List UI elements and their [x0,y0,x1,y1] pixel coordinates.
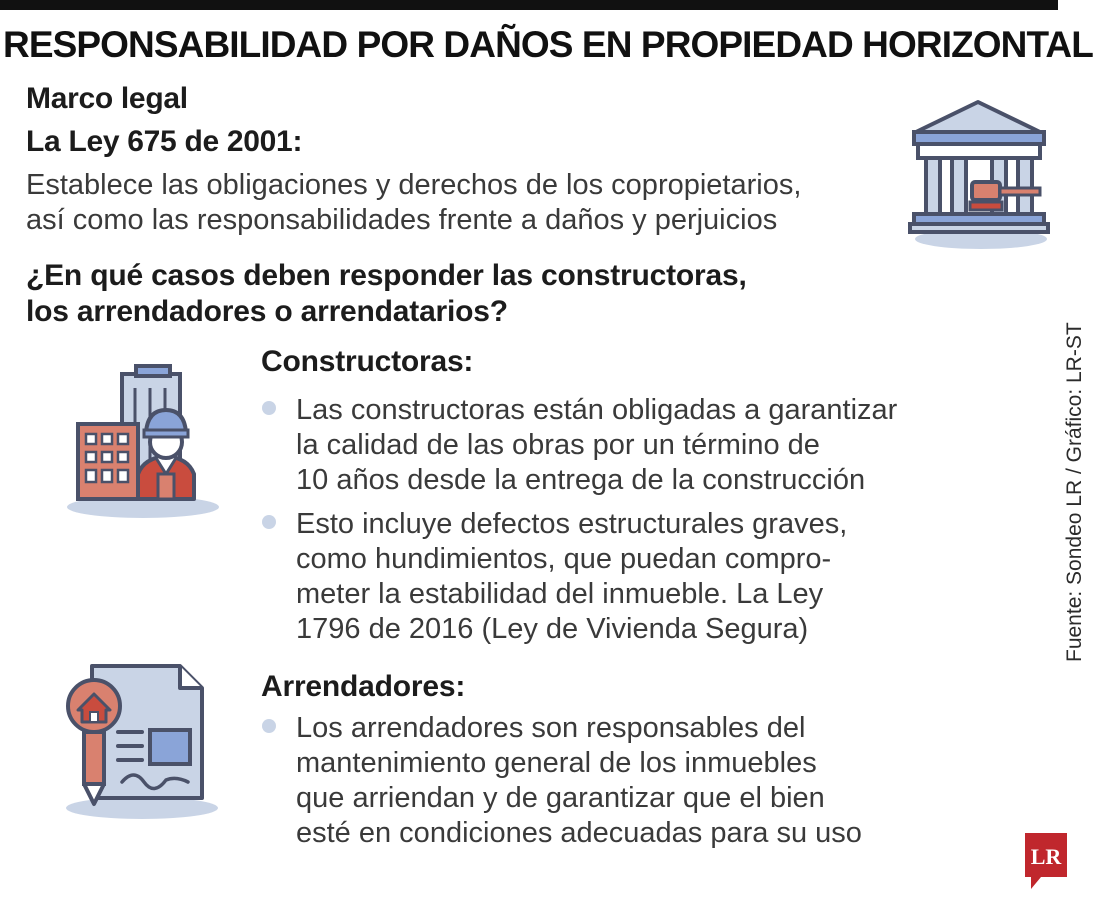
question-heading [26,258,747,330]
bullet-text [296,711,862,851]
law-description [26,168,801,238]
bullet-line: esté en condiciones adecuadas para su uso [296,817,862,849]
lease-contract-icon [62,660,222,826]
arrendadores-heading: Arrendadores: [261,670,466,703]
question-line: los arrendadores o arrendatarios? [26,295,508,328]
bullet-line: Las constructoras están obligadas a garantizar [296,394,898,426]
bullet-dot [262,719,276,733]
law-description-line: así como las responsabilidades frente a daños y perjuicios [26,204,778,236]
bullet-line: Los arrendadores son responsables del [296,712,806,744]
bullet-line: 10 años desde la entrega de la construcción [296,464,866,496]
courthouse-gavel-icon [908,96,1052,252]
bullet-line: como hundimientos, que puedan compro- [296,543,832,575]
constructoras-heading: Constructoras: [261,345,474,378]
bullet-dot [262,401,276,415]
lr-logo-text: LR [1030,844,1062,869]
bullet-line: Esto incluye defectos estructurales graves, [296,508,848,540]
lr-logo [1023,831,1069,891]
buildings-worker-icon [66,362,226,522]
bullet-line: 1796 de 2016 (Ley de Vivienda Segura) [296,613,809,645]
law-title: La Ley 675 de 2001: [26,125,303,158]
bullet-text [296,507,847,647]
bullet-line: que arriendan y de garantizar que el bien [296,782,825,814]
law-description-line: Establece las obligaciones y derechos de los copropietarios, [26,169,802,201]
bullet-line: meter la estabilidad del inmueble. La Ley [296,578,824,610]
bullet-dot [262,515,276,529]
bullet-text [296,393,897,498]
bullet-line: mantenimiento general de los inmuebles [296,747,817,779]
top-rule [0,0,1058,10]
question-line: ¿En qué casos deben responder las constructoras, [26,259,747,292]
legal-framework-heading: Marco legal [26,82,188,115]
bullet-line: la calidad de las obras por un término de [296,429,820,461]
source-credit: Fuente: Sondeo LR / Gráfico: LR-ST [1063,322,1086,662]
page-title: RESPONSABILIDAD POR DAÑOS EN PROPIEDAD HORIZONTAL [3,24,1093,65]
